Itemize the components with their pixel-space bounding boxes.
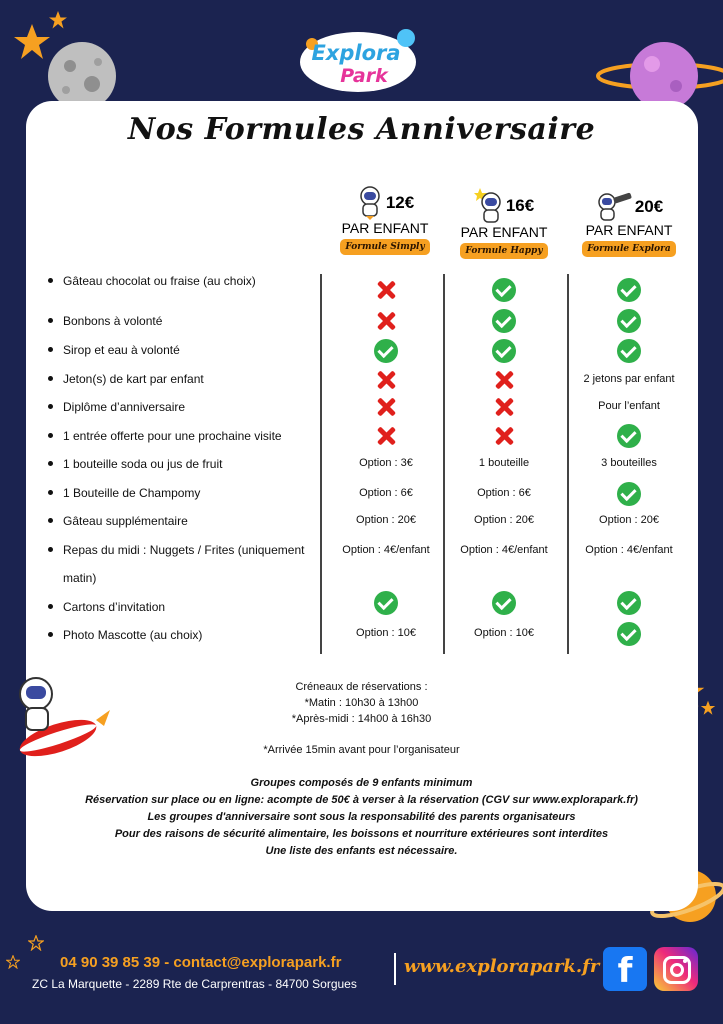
feature-text: Diplôme d’anniversaire <box>63 400 186 414</box>
moon-illustration <box>40 40 124 110</box>
feature-cell-text: Option : 6€ <box>477 487 531 499</box>
cross-icon <box>493 369 515 391</box>
feature-cell <box>324 396 448 421</box>
explora-park-logo <box>298 24 424 96</box>
plan-price: 20€ <box>634 197 664 216</box>
bullet-icon <box>48 433 53 438</box>
feature-cell-text: Option : 20€ <box>356 514 416 526</box>
feature-cell <box>567 482 691 509</box>
feature-label <box>48 365 204 393</box>
plan-price: 16€ <box>505 196 535 215</box>
astronaut-icon <box>356 186 384 220</box>
feature-cell-text: Pour l’enfant <box>598 400 660 412</box>
feature-cell <box>324 339 448 366</box>
bullet-icon <box>48 278 53 283</box>
check-icon <box>617 309 641 333</box>
feature-cell <box>442 396 566 421</box>
feature-cell-text: Option : 4€/enfant <box>342 544 430 556</box>
logo-line1: Explora <box>311 41 401 65</box>
footer-contact[interactable]: 04 90 39 85 39 - contact@explorapark.fr <box>60 954 342 971</box>
plan-price: 12€ <box>385 193 415 212</box>
cross-icon <box>375 279 397 301</box>
star-icon <box>48 10 68 30</box>
rule-line: Les groupes d'anniversaire sont sous la responsabilité des parents organisateurs <box>147 811 576 823</box>
check-icon <box>617 591 641 615</box>
bullet-icon <box>48 632 53 637</box>
feature-label <box>48 450 222 478</box>
check-icon <box>617 278 641 302</box>
astronaut-telescope-icon <box>595 192 633 222</box>
feature-cell <box>442 309 566 336</box>
check-icon <box>617 339 641 363</box>
feature-text: Sirop et eau à volonté <box>63 343 180 357</box>
reservation-heading: Créneaux de réservations : <box>295 681 428 693</box>
feature-cell <box>567 278 691 305</box>
plan-name-badge: Formule Happy <box>460 243 547 259</box>
bullet-icon <box>48 347 53 352</box>
feature-label <box>48 267 256 295</box>
plan-per-child: PAR ENFANT <box>341 220 429 236</box>
star-icon <box>12 22 52 62</box>
plan-explora <box>567 192 691 257</box>
feature-label <box>48 593 165 621</box>
feature-text: Jeton(s) de kart par enfant <box>63 372 204 386</box>
feature-label <box>48 393 185 421</box>
facebook-icon[interactable]: f <box>603 947 647 991</box>
feature-text: Repas du midi : Nuggets / Frites (uniquement <box>63 543 305 557</box>
rule-line: Une liste des enfants est nécessaire. <box>265 845 458 857</box>
rule-line: Réservation sur place ou en ligne: acompte de 50€ à verser à la réservation (CGV sur www.explorapark.fr) <box>85 794 638 806</box>
check-icon <box>617 622 641 646</box>
plan-simply <box>323 186 447 255</box>
feature-cell-text: Option : 20€ <box>474 514 534 526</box>
cross-icon <box>493 425 515 447</box>
feature-cell-text: Option : 20€ <box>599 514 659 526</box>
feature-cell <box>324 591 448 618</box>
logo-line2: Park <box>340 65 388 87</box>
feature-cell-text: Option : 4€/enfant <box>585 544 673 556</box>
check-icon <box>617 482 641 506</box>
feature-label <box>48 336 180 364</box>
feature-cell <box>442 369 566 394</box>
cross-icon <box>375 396 397 418</box>
page-title: Nos Formules Anniversaire <box>127 112 596 147</box>
feature-text: Photo Mascotte (au choix) <box>63 628 203 642</box>
check-icon <box>492 309 516 333</box>
bullet-icon <box>48 490 53 495</box>
cross-icon <box>375 310 397 332</box>
instagram-icon[interactable] <box>654 947 698 991</box>
plan-name-badge: Formule Explora <box>582 241 676 257</box>
check-icon <box>374 339 398 363</box>
reservation-afternoon: *Après-midi : 14h00 à 16h30 <box>291 713 432 725</box>
feature-label <box>48 536 304 592</box>
cross-icon <box>375 425 397 447</box>
bullet-icon <box>48 461 53 466</box>
feature-cell <box>567 309 691 336</box>
column-divider <box>320 274 322 654</box>
bullet-icon <box>48 518 53 523</box>
bullet-icon <box>48 376 53 381</box>
cross-icon <box>493 396 515 418</box>
star-icon <box>6 955 20 969</box>
feature-cell <box>324 310 448 335</box>
feature-cell <box>324 369 448 394</box>
feature-cell <box>567 591 691 618</box>
bullet-icon <box>48 404 53 409</box>
astronaut-icon <box>474 188 504 224</box>
feature-cell <box>567 424 691 451</box>
feature-cell <box>442 591 566 618</box>
feature-cell-text: 1 bouteille <box>478 457 530 469</box>
feature-text: 1 bouteille soda ou jus de fruit <box>63 457 223 471</box>
feature-text: 1 entrée offerte pour une prochaine visite <box>63 429 282 443</box>
check-icon <box>617 424 641 448</box>
check-icon <box>492 278 516 302</box>
rule-line: Groupes composés de 9 enfants minimum <box>250 777 473 789</box>
feature-text: Bonbons à volonté <box>63 314 163 328</box>
feature-cell-text: Option : 3€ <box>359 457 413 469</box>
feature-cell <box>442 339 566 366</box>
plan-name-badge: Formule Simply <box>340 239 429 255</box>
feature-cell-text: Option : 4€/enfant <box>460 544 548 556</box>
feature-label <box>48 479 200 507</box>
feature-cell <box>442 278 566 305</box>
check-icon <box>492 591 516 615</box>
feature-text: Gâteau chocolat ou fraise (au choix) <box>63 274 256 288</box>
plan-per-child: PAR ENFANT <box>585 222 673 238</box>
check-icon <box>374 591 398 615</box>
feature-cell <box>567 339 691 366</box>
bullet-icon <box>48 604 53 609</box>
website-link[interactable]: www.explorapark.fr <box>404 956 600 977</box>
rule-line: Pour des raisons de sécurité alimentaire, les boissons et nourriture extérieures sont interdites <box>114 828 609 840</box>
plan-per-child: PAR ENFANT <box>460 224 548 240</box>
feature-cell <box>442 425 566 450</box>
feature-cell-text: Option : 10€ <box>356 627 416 639</box>
feature-text: Cartons d’invitation <box>63 600 166 614</box>
feature-label <box>48 422 282 450</box>
check-icon <box>492 339 516 363</box>
feature-label <box>48 621 202 649</box>
feature-label <box>48 507 188 535</box>
arrival-note: *Arrivée 15min avant pour l’organisateur <box>263 744 460 756</box>
feature-cell <box>324 279 448 304</box>
bullet-icon <box>48 318 53 323</box>
cross-icon <box>375 369 397 391</box>
reservation-morning: *Matin : 10h30 à 13h00 <box>304 697 419 709</box>
feature-text: 1 Bouteille de Champomy <box>63 486 201 500</box>
footer-divider <box>394 953 396 985</box>
feature-cell-text: Option : 10€ <box>474 627 534 639</box>
footer-address: ZC La Marquette - 2289 Rte de Carprentras - 84700 Sorgues <box>32 977 357 991</box>
plan-happy <box>442 188 566 259</box>
feature-text: Gâteau supplémentaire <box>63 514 188 528</box>
feature-text-continued: matin) <box>63 571 97 585</box>
astronaut-rocket-illustration <box>4 672 112 764</box>
bullet-icon <box>48 547 53 552</box>
feature-cell-text: 3 bouteilles <box>601 457 657 469</box>
feature-cell-text: Option : 6€ <box>359 487 413 499</box>
feature-cell <box>324 425 448 450</box>
feature-cell-text: 2 jetons par enfant <box>583 373 675 385</box>
star-icon <box>28 935 44 951</box>
feature-label <box>48 307 162 335</box>
feature-cell <box>567 622 691 649</box>
